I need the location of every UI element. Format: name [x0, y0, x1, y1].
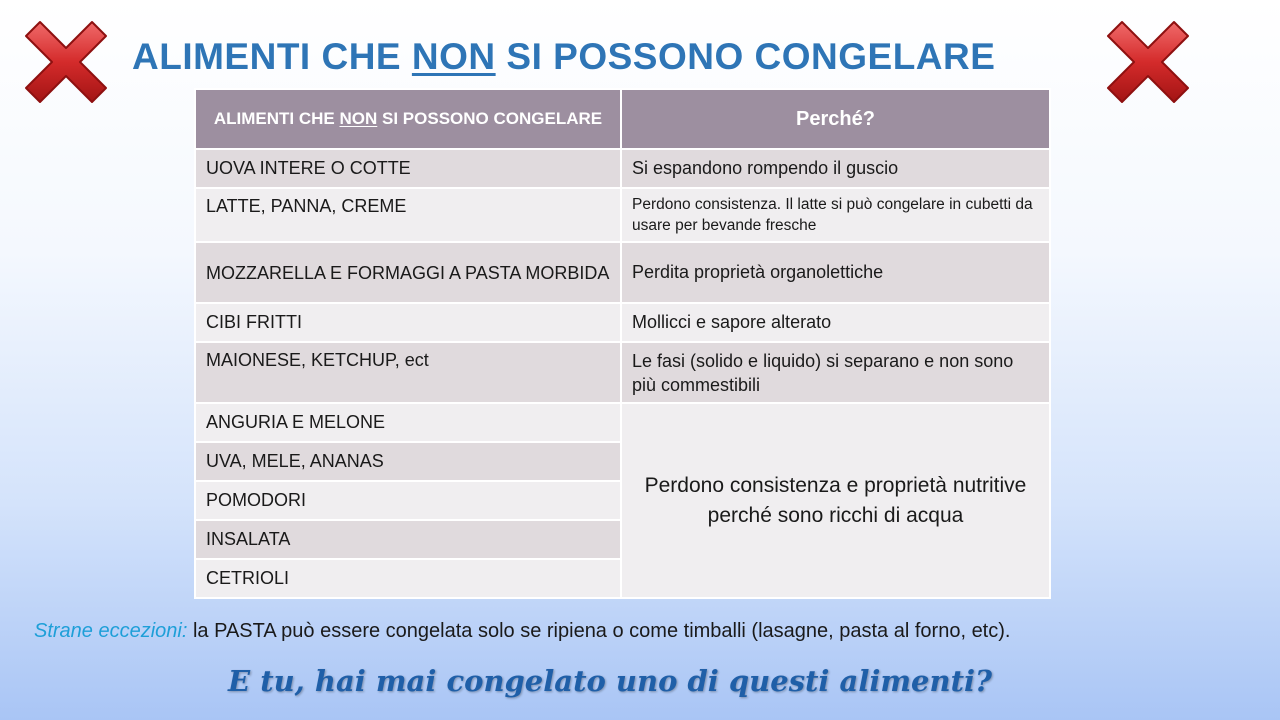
- food-cell: MOZZARELLA E FORMAGGI A PASTA MORBIDA: [195, 242, 621, 303]
- cross-icon: [1102, 16, 1194, 108]
- food-cell: CIBI FRITTI: [195, 303, 621, 342]
- reason-cell: Si espandono rompendo il guscio: [621, 149, 1050, 188]
- frozen-foods-table: [194, 88, 1051, 599]
- title-text-after: SI POSSONO CONGELARE: [495, 36, 996, 77]
- page-title: [132, 36, 1092, 78]
- exceptions-label: Strane eccezioni:: [34, 620, 188, 642]
- title-text-underlined: NON: [411, 36, 496, 77]
- header-underlined-text: NON: [339, 109, 378, 128]
- table-header-why: Perché?: [621, 89, 1050, 149]
- header-text: SI POSSONO CONGELARE: [377, 109, 603, 128]
- reason-cell: Le fasi (solido e liquido) si separano e non sono più commestibili: [621, 342, 1050, 403]
- reason-cell: Perdono consistenza. Il latte si può congelare in cubetti da usare per bevande fresche: [621, 188, 1050, 242]
- food-cell: CETRIOLI: [195, 559, 621, 598]
- reason-cell: Mollicci e sapore alterato: [621, 303, 1050, 342]
- food-cell: INSALATA: [195, 520, 621, 559]
- food-cell: MAIONESE, KETCHUP, ect: [195, 342, 621, 403]
- shared-reason-cell: Perdono consistenza e proprietà nutritive perché sono ricchi di acqua: [621, 403, 1050, 598]
- closing-question: E tu, hai mai congelato uno di questi alimenti?: [228, 664, 992, 698]
- exceptions-note: [34, 620, 1010, 643]
- food-cell: LATTE, PANNA, CREME: [195, 188, 621, 242]
- header-text: ALIMENTI CHE: [213, 109, 340, 128]
- title-text-before: ALIMENTI CHE: [132, 36, 412, 77]
- reason-cell: Perdita proprietà organolettiche: [621, 242, 1050, 303]
- food-cell: UOVA INTERE O COTTE: [195, 149, 621, 188]
- table-header-foods: [195, 89, 621, 149]
- food-cell: UVA, MELE, ANANAS: [195, 442, 621, 481]
- food-cell: ANGURIA E MELONE: [195, 403, 621, 442]
- food-cell: POMODORI: [195, 481, 621, 520]
- cross-icon: [20, 16, 112, 108]
- exceptions-text: la PASTA può essere congelata solo se ripiena o come timballi (lasagne, pasta al forno, etc).: [187, 620, 1011, 642]
